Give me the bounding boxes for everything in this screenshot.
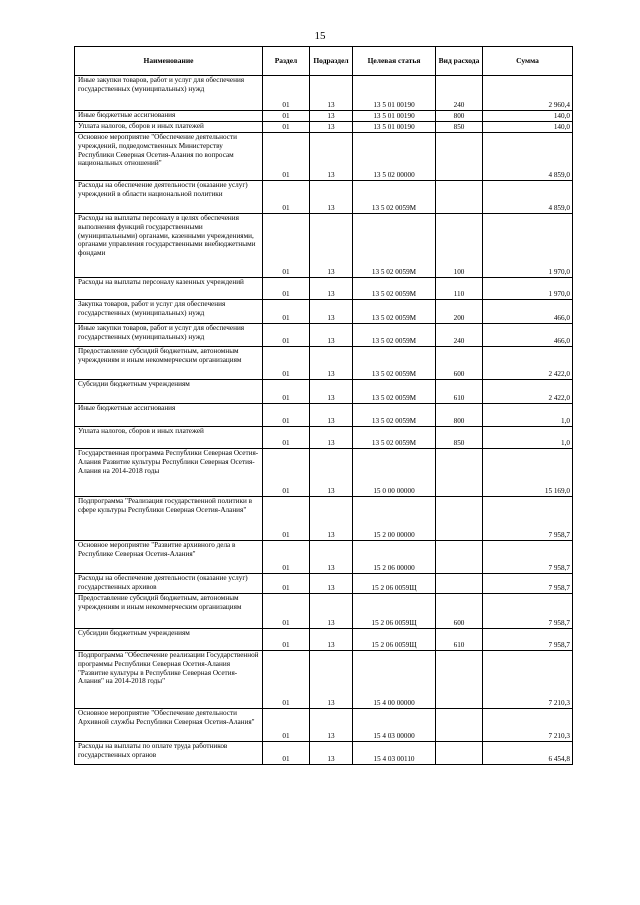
row-subsection: 13 (310, 651, 353, 709)
row-subsection: 13 (310, 181, 353, 214)
row-expense-type: 240 (436, 324, 483, 347)
budget-table (74, 46, 573, 765)
row-expense-type (436, 651, 483, 709)
row-subsection: 13 (310, 76, 353, 111)
table-header-row (75, 47, 573, 76)
row-section: 01 (263, 380, 310, 404)
row-target: 15 4 03 00000 (353, 709, 436, 742)
row-expense-type (436, 709, 483, 742)
row-section: 01 (263, 122, 310, 133)
table-row (75, 324, 573, 347)
row-section: 01 (263, 742, 310, 765)
row-name: Расходы на выплаты персоналу казенных учреждений (75, 278, 263, 300)
row-subsection: 13 (310, 574, 353, 594)
row-section: 01 (263, 497, 310, 541)
row-sum: 2 960,4 (483, 76, 573, 111)
row-subsection: 13 (310, 278, 353, 300)
table-row (75, 404, 573, 427)
row-expense-type (436, 541, 483, 574)
row-target: 15 4 00 00000 (353, 651, 436, 709)
row-subsection: 13 (310, 497, 353, 541)
row-target: 13 5 02 0059М (353, 214, 436, 278)
table-row (75, 133, 573, 181)
row-expense-type: 240 (436, 76, 483, 111)
row-expense-type: 800 (436, 404, 483, 427)
header-target: Целевая статья (353, 47, 436, 76)
table-row (75, 574, 573, 594)
row-subsection: 13 (310, 629, 353, 651)
row-name: Предоставление субсидий бюджетным, автономным учреждениям и иным некоммерческим организациям (75, 347, 263, 380)
row-name: Субсидии бюджетным учреждениям (75, 629, 263, 651)
row-expense-type: 800 (436, 111, 483, 122)
row-target: 13 5 02 0059М (353, 278, 436, 300)
row-target: 13 5 02 0059М (353, 404, 436, 427)
row-target: 15 0 00 00000 (353, 449, 436, 497)
row-expense-type: 610 (436, 629, 483, 651)
row-name: Уплата налогов, сборов и иных платежей (75, 427, 263, 449)
row-sum: 7 958,7 (483, 594, 573, 629)
row-target: 13 5 01 00190 (353, 122, 436, 133)
table-row (75, 709, 573, 742)
table-row (75, 497, 573, 541)
row-section: 01 (263, 133, 310, 181)
row-name: Подпрограмма "Реализация государственной политики в сфере культуры Республики Северная Осетия-Алания" (75, 497, 263, 541)
table-row (75, 122, 573, 133)
row-target: 15 2 06 00000 (353, 541, 436, 574)
row-sum: 466,0 (483, 324, 573, 347)
row-section: 01 (263, 594, 310, 629)
row-subsection: 13 (310, 214, 353, 278)
table-row (75, 742, 573, 765)
table-row (75, 380, 573, 404)
header-subsection: Подраздел (310, 47, 353, 76)
row-sum: 1 970,0 (483, 214, 573, 278)
header-name: Наименование (75, 47, 263, 76)
row-target: 13 5 01 00190 (353, 111, 436, 122)
row-sum: 466,0 (483, 300, 573, 324)
row-target: 13 5 02 0059М (353, 380, 436, 404)
row-subsection: 13 (310, 347, 353, 380)
row-name: Расходы на обеспечение деятельности (оказание услуг) учреждений в области национальной политики (75, 181, 263, 214)
row-expense-type: 110 (436, 278, 483, 300)
table-row (75, 594, 573, 629)
row-target: 13 5 02 0059М (353, 181, 436, 214)
table-row (75, 651, 573, 709)
row-sum: 7 210,3 (483, 651, 573, 709)
row-expense-type (436, 742, 483, 765)
row-section: 01 (263, 324, 310, 347)
row-section: 01 (263, 404, 310, 427)
row-target: 13 5 02 0059М (353, 324, 436, 347)
table-row (75, 111, 573, 122)
table-row (75, 427, 573, 449)
row-sum: 7 958,7 (483, 574, 573, 594)
row-section: 01 (263, 278, 310, 300)
row-target: 15 2 06 0059Щ (353, 574, 436, 594)
row-expense-type: 600 (436, 594, 483, 629)
row-name: Предоставление субсидий бюджетным, автономным учреждениям и иным некоммерческим организациям (75, 594, 263, 629)
row-sum: 140,0 (483, 122, 573, 133)
row-name: Государственная программа Республики Северная Осетия-Алания Развитие культуры Республики Северная Осетия-Алания на 2014-2018 годы (75, 449, 263, 497)
row-sum: 7 958,7 (483, 629, 573, 651)
row-section: 01 (263, 300, 310, 324)
row-sum: 1 970,0 (483, 278, 573, 300)
row-expense-type (436, 574, 483, 594)
row-subsection: 13 (310, 300, 353, 324)
table-row (75, 76, 573, 111)
row-section: 01 (263, 574, 310, 594)
row-sum: 1,0 (483, 404, 573, 427)
table-row (75, 541, 573, 574)
row-subsection: 13 (310, 709, 353, 742)
row-name: Уплата налогов, сборов и иных платежей (75, 122, 263, 133)
table-row (75, 278, 573, 300)
page-number: 15 (314, 30, 326, 42)
row-name: Иные закупки товаров, работ и услуг для обеспечения государственных (муниципальных) нужд (75, 76, 263, 111)
row-subsection: 13 (310, 427, 353, 449)
row-subsection: 13 (310, 404, 353, 427)
table-row (75, 629, 573, 651)
row-target: 13 5 02 0059М (353, 347, 436, 380)
row-sum: 140,0 (483, 111, 573, 122)
row-name: Расходы на выплаты по оплате труда работников государственных органов (75, 742, 263, 765)
row-section: 01 (263, 181, 310, 214)
row-expense-type: 600 (436, 347, 483, 380)
row-expense-type: 100 (436, 214, 483, 278)
row-name: Основное мероприятие "Развитие архивного дела в Республике Северная Осетия-Алания" (75, 541, 263, 574)
row-sum: 15 169,0 (483, 449, 573, 497)
row-target: 15 4 03 00110 (353, 742, 436, 765)
row-section: 01 (263, 427, 310, 449)
row-target: 15 2 06 0059Щ (353, 629, 436, 651)
row-name: Закупка товаров, работ и услуг для обеспечения государственных (муниципальных) нужд (75, 300, 263, 324)
header-expense-type: Вид расхода (436, 47, 483, 76)
row-name: Основное мероприятие "Обеспечение деятельности Архивной службы Республики Северная Осетия-Алания" (75, 709, 263, 742)
row-name: Подпрограмма "Обеспечение реализации Государственной программы Республики Северная Осетия-Алания "Развитие культуры в Республике Северная Осетия-Алания" на 2014-2018 годы" (75, 651, 263, 709)
row-expense-type: 850 (436, 427, 483, 449)
row-subsection: 13 (310, 111, 353, 122)
row-sum: 7 958,7 (483, 541, 573, 574)
row-section: 01 (263, 76, 310, 111)
row-subsection: 13 (310, 541, 353, 574)
row-target: 13 5 01 00190 (353, 76, 436, 111)
row-name: Иные закупки товаров, работ и услуг для обеспечения государственных (муниципальных) нужд (75, 324, 263, 347)
row-target: 13 5 02 0059М (353, 427, 436, 449)
row-name: Иные бюджетные ассигнования (75, 404, 263, 427)
table-row (75, 347, 573, 380)
row-subsection: 13 (310, 133, 353, 181)
row-name: Субсидии бюджетным учреждениям (75, 380, 263, 404)
row-target: 13 5 02 0059М (353, 300, 436, 324)
row-name: Иные бюджетные ассигнования (75, 111, 263, 122)
row-subsection: 13 (310, 594, 353, 629)
row-subsection: 13 (310, 380, 353, 404)
row-target: 15 2 06 0059Щ (353, 594, 436, 629)
row-sum: 4 859,0 (483, 181, 573, 214)
row-sum: 6 454,8 (483, 742, 573, 765)
header-section: Раздел (263, 47, 310, 76)
row-section: 01 (263, 629, 310, 651)
row-sum: 4 859,0 (483, 133, 573, 181)
table-row (75, 181, 573, 214)
table-row (75, 300, 573, 324)
row-section: 01 (263, 214, 310, 278)
row-expense-type (436, 449, 483, 497)
row-subsection: 13 (310, 449, 353, 497)
row-expense-type (436, 181, 483, 214)
row-sum: 1,0 (483, 427, 573, 449)
row-expense-type: 850 (436, 122, 483, 133)
row-sum: 7 210,3 (483, 709, 573, 742)
row-section: 01 (263, 709, 310, 742)
row-section: 01 (263, 449, 310, 497)
row-expense-type: 200 (436, 300, 483, 324)
row-section: 01 (263, 347, 310, 380)
table-row (75, 214, 573, 278)
row-section: 01 (263, 541, 310, 574)
row-section: 01 (263, 651, 310, 709)
row-sum: 7 958,7 (483, 497, 573, 541)
row-section: 01 (263, 111, 310, 122)
row-sum: 2 422,0 (483, 380, 573, 404)
row-sum: 2 422,0 (483, 347, 573, 380)
header-sum: Сумма (483, 47, 573, 76)
row-expense-type (436, 133, 483, 181)
row-expense-type (436, 497, 483, 541)
row-target: 13 5 02 00000 (353, 133, 436, 181)
row-subsection: 13 (310, 742, 353, 765)
row-target: 15 2 00 00000 (353, 497, 436, 541)
row-expense-type: 610 (436, 380, 483, 404)
row-name: Расходы на обеспечение деятельности (оказание услуг) государственных архивов (75, 574, 263, 594)
row-subsection: 13 (310, 324, 353, 347)
row-name: Основное мероприятие "Обеспечение деятельности учреждений, подведомственных Министерству Республики Северная Осетия-Алания по вопросам национальных отношений" (75, 133, 263, 181)
row-subsection: 13 (310, 122, 353, 133)
row-name: Расходы на выплаты персоналу в целях обеспечения выполнения функций государственными (муниципальными) органами, казенными учреждениями, органами управления государственными внебюджетными фондами (75, 214, 263, 278)
table-row (75, 449, 573, 497)
